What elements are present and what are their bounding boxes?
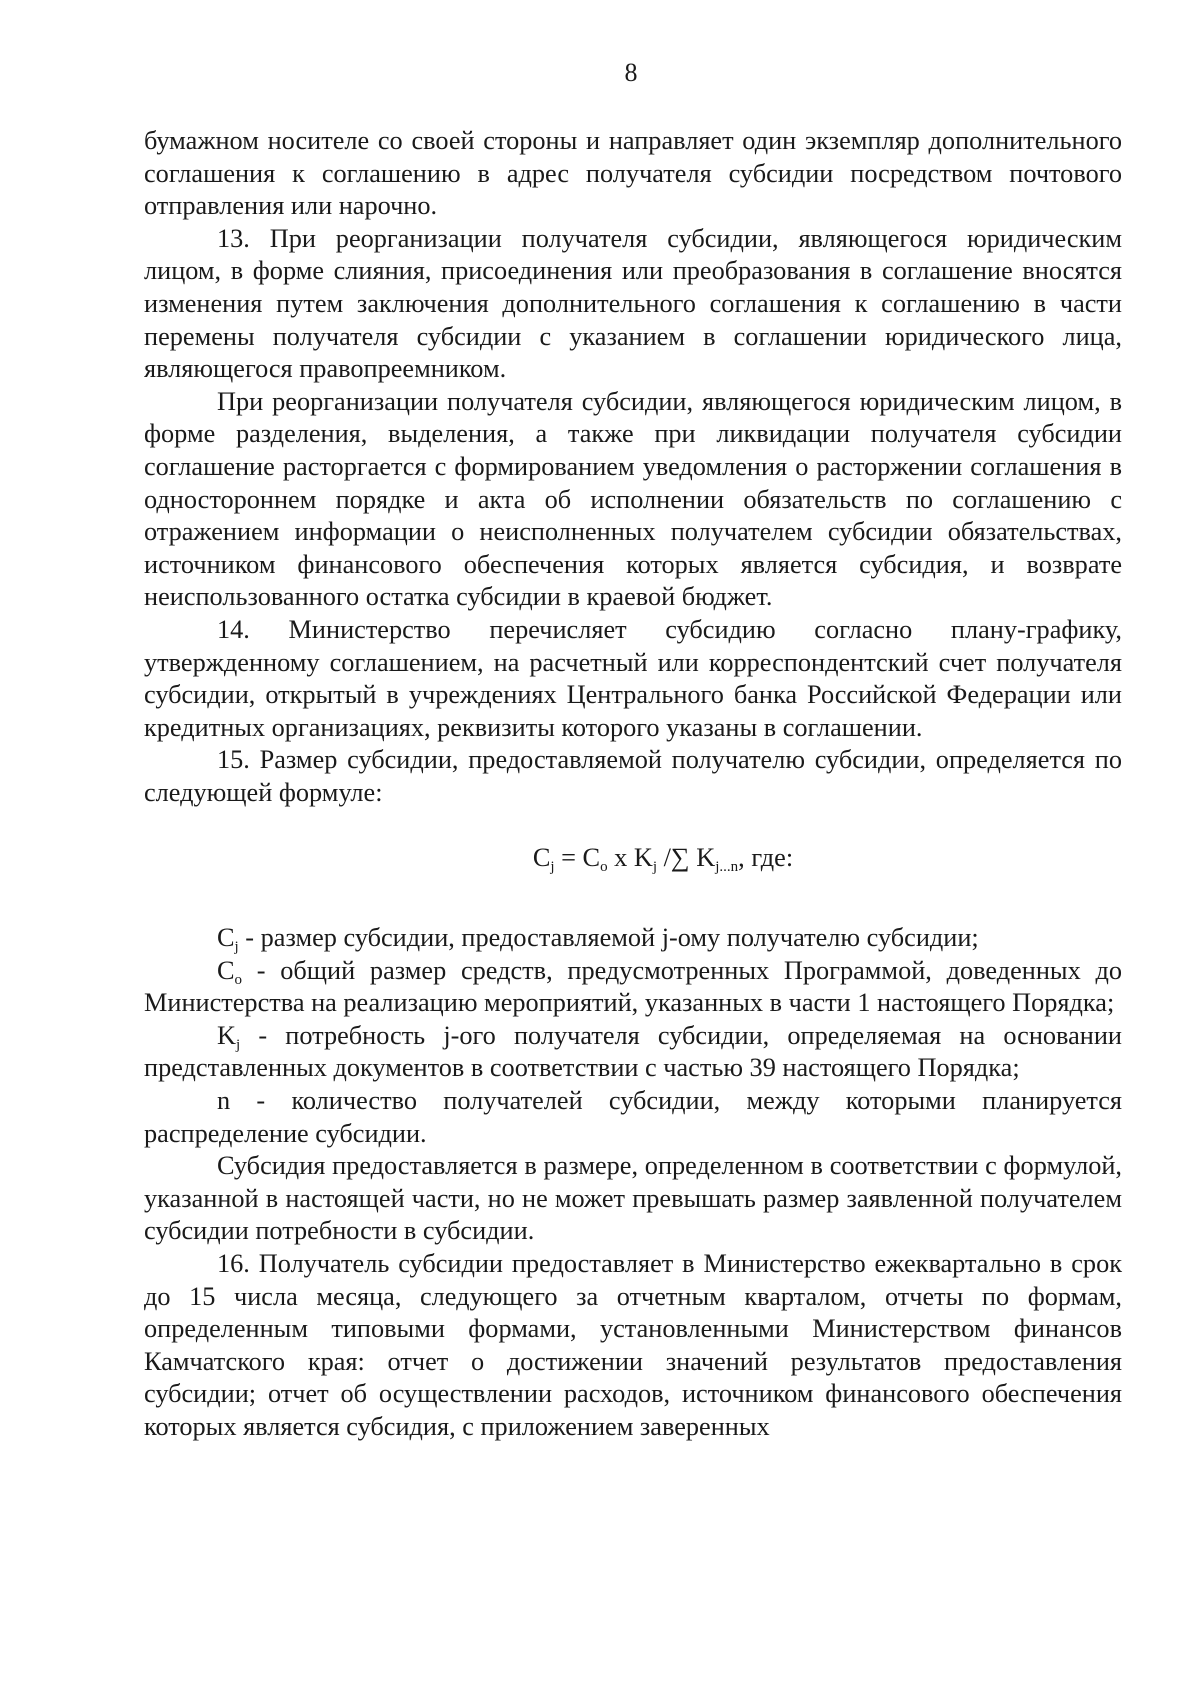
formula-div: /∑ K [657, 843, 716, 873]
paragraph-16: 16. Получатель субсидии предоставляет в Министерство ежеквартально в срок до 15 числа месяца, следующего за отчетным кварталом, отчеты по формам, определенным типовыми формами, установленными Министерством финансов Камчатского края: отчет о достижении значений результатов предоставления субсидии; отчет об осуществлении расходов, источником финансового обеспечения которых является субсидия, с приложением заверенных [144, 1249, 1122, 1441]
definition-kj [144, 1020, 1122, 1085]
formula-tail: , где: [738, 843, 794, 873]
formula-sum-subscript: j...n [715, 859, 739, 876]
page-number: 8 [624, 58, 638, 87]
paragraph-13-reorganization: При реорганизации получателя субсидии, являющегося юридическим лицом, в форме разделения, выделения, а также при ликвидации получателя субсидии соглашение расторгается с формированием уведомления о расторжении соглашения в одностороннем порядке и акта об исполнении обязательств по соглашению с отражением информации о неисполненных получателем субсидии обязательствах, источником финансового обеспечения которых является субсидия, и возврате неиспользованного остатка субсидии в краевой бюджет. [144, 386, 1122, 612]
symbol-k-subscript: j [236, 1036, 241, 1053]
formula-kj-subscript: j [652, 859, 658, 876]
formula-c-subscript: j [550, 859, 555, 876]
symbol-c-subscript: j [234, 939, 239, 956]
definition-cj [144, 922, 1122, 955]
formula-co-subscript: o [600, 859, 608, 876]
symbol-co-subscript: o [234, 971, 243, 988]
definition-kj-text: - потребность j-ого получателя субсидии, определяемая на основании представленных документов в соответствии с частью 39 настоящего Порядка; [144, 1020, 1122, 1083]
formula-c: C [532, 843, 551, 873]
paragraph-14: 14. Министерство перечисляет субсидию согласно плану-графику, утвержденному соглашением, на расчетный или корреспондентский счет получателя субсидии, открытый в учреждениях Центрального банка Российской Федерации или кредитных организациях, реквизиты которого указаны в соглашении. [144, 614, 1122, 742]
definition-co [144, 955, 1122, 1020]
symbol-c: C [217, 923, 235, 953]
definition-co-text: - общий размер средств, предусмотренных Программой, доведенных до Министерства на реализацию мероприятий, указанных в части 1 настоящего Порядка; [144, 955, 1122, 1018]
symbol-k: K [217, 1020, 236, 1050]
definition-cj-text: - размер субсидии, предоставляемой j-ому получателю субсидии; [238, 923, 979, 953]
formula-eq: = C [554, 843, 601, 873]
paragraph-continuation: бумажном носителе со своей стороны и направляет один экземпляр дополнительного соглашения к соглашению в адрес получателя субсидии посредством почтового отправления или нарочно. [144, 126, 1122, 221]
paragraph-13: 13. При реорганизации получателя субсидии, являющегося юридическим лицом, в форме слияния, присоединения или преобразования в соглашение вносятся изменения путем заключения дополнительного соглашения к соглашению в части перемены получателя субсидии с указанием в соглашении юридического лица, являющегося правопреемником. [144, 223, 1122, 384]
formula-times: x K [607, 843, 653, 873]
subsidy-limit-note: Субсидия предоставляется в размере, определенном в соответствии с формулой, указанной в настоящей части, но не может превышать размер заявленной получателем субсидии потребности в субсидии. [144, 1151, 1122, 1246]
definition-n: n - количество получателей субсидии, между которыми планируется распределение субсидии. [144, 1086, 1122, 1148]
paragraph-15: 15. Размер субсидии, предоставляемой получателю субсидии, определяется по следующей формуле: [144, 745, 1122, 807]
document-body [144, 125, 1122, 1444]
subsidy-formula [144, 842, 1122, 875]
symbol-co: C [217, 955, 235, 985]
